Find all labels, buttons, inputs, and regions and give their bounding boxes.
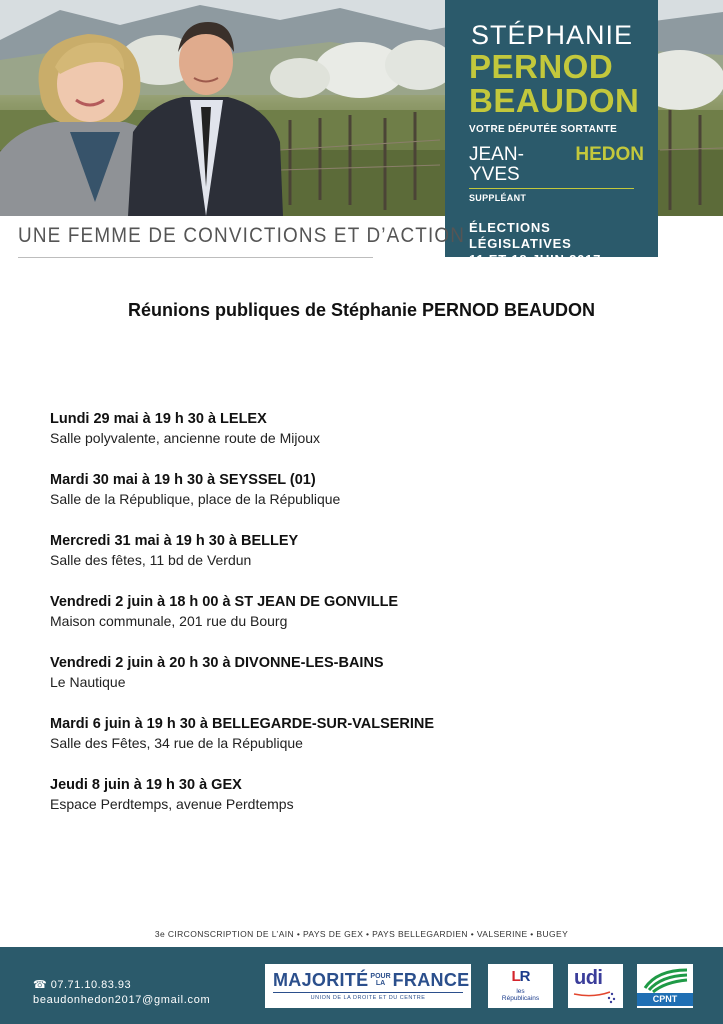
event-title: Lundi 29 mai à 19 h 30 à LELEX <box>50 411 267 427</box>
mpf-divider <box>273 992 463 993</box>
event-title: Mardi 6 juin à 19 h 30 à BELLEGARDE-SUR-VALSERINE <box>50 716 435 732</box>
substitute-photo <box>128 12 283 216</box>
election-line-1: ÉLECTIONS LÉGISLATIVES <box>469 220 572 251</box>
events-list <box>50 410 670 837</box>
event-item <box>50 776 670 837</box>
phone-number[interactable]: ☎ 07.71.10.83.93 <box>33 979 132 991</box>
candidate-first-name: STÉPHANIE <box>471 20 634 50</box>
substitute-last-name: HEDON <box>575 144 644 165</box>
slogan: UNE FEMME DE CONVICTIONS ET D’ACTION <box>18 224 466 247</box>
lr-mark-r: R <box>519 968 530 985</box>
lr-mark <box>488 966 553 988</box>
cpnt-wave-icon <box>637 964 693 994</box>
substitute-first-name: JEAN-YVES <box>469 144 524 185</box>
slogan-divider <box>18 257 373 258</box>
event-place: Maison communale, 201 rue du Bourg <box>50 613 288 629</box>
event-item <box>50 593 670 654</box>
event-item <box>50 410 670 471</box>
mpf-france: FRANCE <box>392 970 470 990</box>
event-place: Salle de la République, place de la République <box>50 491 341 507</box>
circonscription-line: 3e CIRCONSCRIPTION DE L’AIN • PAYS DE GEX • PAYS BELLEGARDIEN • VALSERINE • BUGEY <box>154 929 569 939</box>
substitute-name <box>469 145 644 185</box>
event-place: Le Nautique <box>50 674 126 690</box>
contact-info <box>33 978 210 1009</box>
event-place: Salle des Fêtes, 34 rue de la République <box>50 735 303 751</box>
lr-mark-l: L <box>511 968 520 985</box>
mpf-majorite: MAJORITÉ <box>273 970 369 990</box>
page-title: Réunions publiques de Stéphanie PERNOD BEAUDON <box>127 300 596 320</box>
event-title: Mardi 30 mai à 19 h 30 à SEYSSEL (01) <box>50 472 316 488</box>
lr-text-1: les <box>516 988 525 995</box>
event-item <box>50 654 670 715</box>
lr-text-2: Républicains <box>501 995 540 1002</box>
mpf-la: LA <box>375 980 386 987</box>
event-place: Salle des fêtes, 11 bd de Verdun <box>50 552 252 568</box>
event-place: Espace Perdtemps, avenue Perdtemps <box>50 796 294 812</box>
candidate-panel <box>445 0 658 267</box>
cpnt-logo <box>637 964 693 1008</box>
candidate-role: VOTRE DÉPUTÉE SORTANTE <box>469 124 618 135</box>
mpf-subtitle: UNION DE LA DROITE ET DU CENTRE <box>310 995 426 1001</box>
event-item <box>50 471 670 532</box>
event-title: Vendredi 2 juin à 20 h 30 à DIVONNE-LES-BAINS <box>50 655 384 671</box>
udi-logo <box>568 964 623 1008</box>
udi-stars-icon <box>568 964 623 1008</box>
mpf-pour: POUR <box>370 973 391 980</box>
footer-bar <box>0 947 723 1024</box>
udi-text: udi <box>574 967 603 989</box>
event-title: Mercredi 31 mai à 19 h 30 à BELLEY <box>50 533 299 549</box>
mpf-pour-la <box>370 973 390 987</box>
substitute-role: SUPPLÉANT <box>469 193 527 203</box>
candidate-last-name-1: PERNOD <box>469 48 614 85</box>
majorite-pour-la-france-logo <box>265 964 471 1008</box>
divider <box>469 188 634 189</box>
event-title: Jeudi 8 juin à 19 h 30 à GEX <box>50 777 242 793</box>
event-item <box>50 532 670 593</box>
les-republicains-logo <box>488 964 553 1008</box>
event-place: Salle polyvalente, ancienne route de Mijoux <box>50 430 321 446</box>
event-title: Vendredi 2 juin à 18 h 00 à ST JEAN DE GONVILLE <box>50 594 399 610</box>
event-item <box>50 715 670 776</box>
candidate-last-name-2: BEAUDON <box>469 82 640 119</box>
election-line-2: 11 ET 18 JUIN 2017 <box>469 252 602 267</box>
email-address[interactable]: beaudonhedon2017@gmail.com <box>33 994 211 1006</box>
cpnt-text: CPNT <box>637 993 693 1006</box>
